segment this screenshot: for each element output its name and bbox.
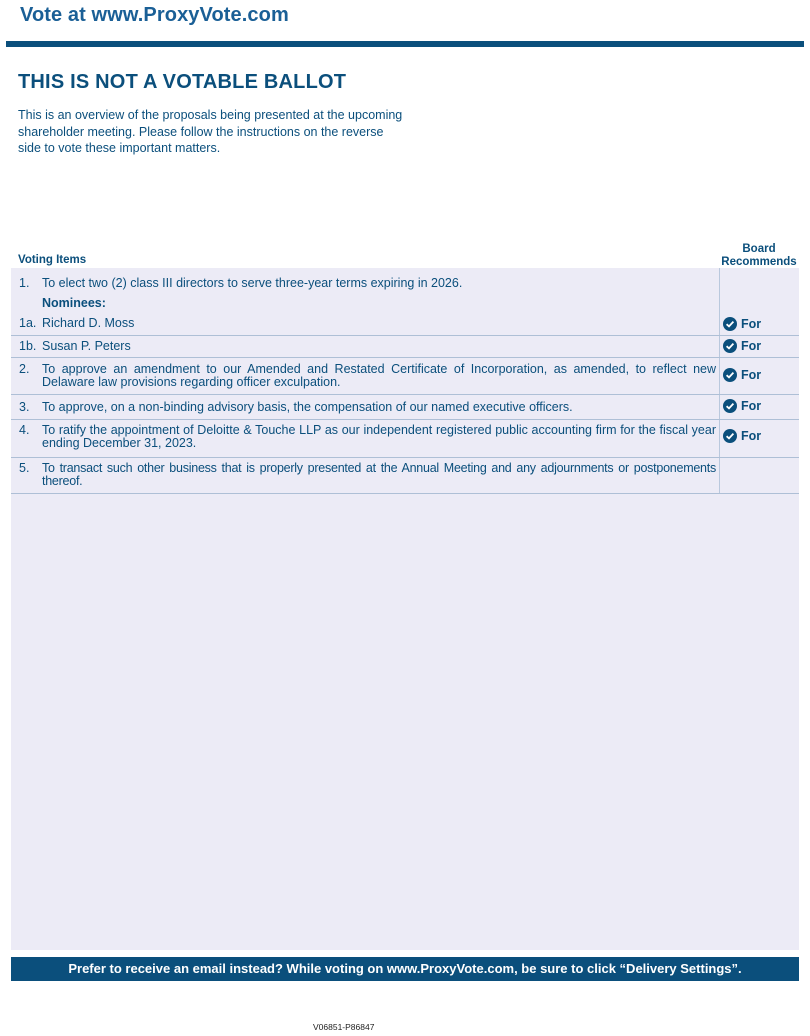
item-text: Richard D. Moss bbox=[42, 316, 135, 330]
voting-items-header: Voting Items bbox=[18, 254, 87, 266]
voting-item-5 bbox=[11, 458, 799, 494]
item-text: To ratify the appointment of Deloitte & Touche LLP as our independent registered public accounting firm for the fiscal year ending December 31, 2023. bbox=[42, 423, 716, 450]
item-text: To transact such other business that is properly presented at the Annual Meeting and any adjournments or postponements thereof. bbox=[42, 461, 716, 488]
voting-item-1a bbox=[11, 314, 799, 336]
item-number: 1. bbox=[19, 276, 30, 290]
check-circle-icon bbox=[723, 339, 737, 353]
item-number: 2. bbox=[19, 362, 30, 376]
board-recommends-header: Board Recommends bbox=[721, 243, 797, 268]
item-number: 5. bbox=[19, 461, 30, 475]
check-circle-icon bbox=[723, 429, 737, 443]
recommendation-label: For bbox=[741, 339, 762, 353]
check-circle-icon bbox=[723, 317, 737, 331]
voting-item-1b bbox=[11, 336, 799, 358]
recommendation bbox=[723, 368, 761, 382]
header-rule bbox=[6, 41, 804, 47]
item-text: To elect two (2) class III directors to serve three-year terms expiring in 2026. bbox=[42, 276, 463, 290]
recommendation-label: For bbox=[741, 429, 762, 443]
item-number: 3. bbox=[19, 400, 30, 414]
recommendation bbox=[723, 339, 761, 353]
page-title: THIS IS NOT A VOTABLE BALLOT bbox=[18, 71, 347, 93]
check-circle-icon bbox=[723, 368, 737, 382]
voting-item-1 bbox=[11, 268, 799, 314]
header-title: Vote at www.ProxyVote.com bbox=[20, 4, 289, 26]
item-text: Susan P. Peters bbox=[42, 339, 131, 353]
item-text: To approve an amendment to our Amended and Restated Certificate of Incorporation, as amended, to reflect new Delaware law provisions regarding officer exculpation. bbox=[42, 362, 716, 389]
check-circle-icon bbox=[723, 399, 737, 413]
nominees-label: Nominees: bbox=[42, 296, 106, 310]
document-code: V06851-P86847 bbox=[313, 1022, 375, 1032]
recommendation bbox=[723, 317, 761, 331]
recommendation bbox=[723, 429, 761, 443]
item-number: 4. bbox=[19, 423, 30, 437]
recommendation-label: For bbox=[741, 399, 762, 413]
intro-text: This is an overview of the proposals being presented at the upcoming shareholder meeting. Please follow the instructions on the reverse side to vote these important matters. bbox=[18, 108, 403, 155]
item-number: 1b. bbox=[19, 339, 37, 353]
recommendation-label: For bbox=[741, 368, 762, 382]
voting-item-3 bbox=[11, 395, 799, 420]
voting-item-2 bbox=[11, 358, 799, 395]
email-delivery-banner: Prefer to receive an email instead? While voting on www.ProxyVote.com, be sure to click “Delivery Settings”. bbox=[11, 957, 799, 981]
recommendation-label: For bbox=[741, 317, 762, 331]
voting-item-4 bbox=[11, 420, 799, 458]
item-text: To approve, on a non-binding advisory basis, the compensation of our named executive officers. bbox=[42, 400, 573, 414]
recommendation bbox=[723, 399, 761, 413]
item-number: 1a. bbox=[19, 316, 37, 330]
